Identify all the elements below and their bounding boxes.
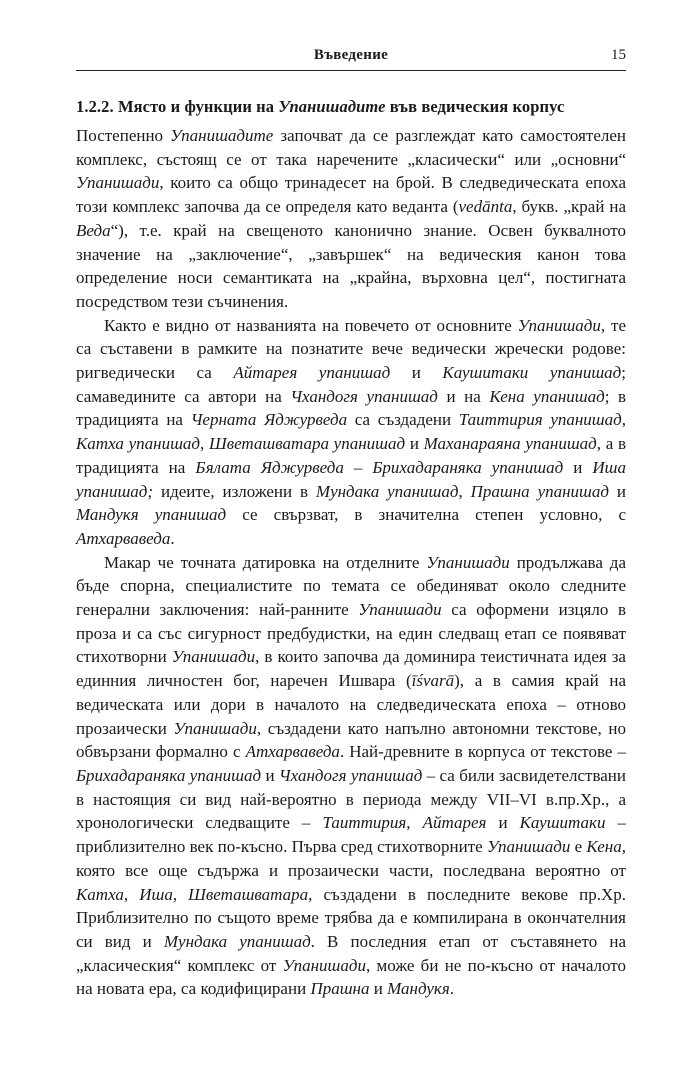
text-run: . bbox=[449, 979, 454, 999]
text-run: ; в традицията на bbox=[76, 386, 627, 430]
italic-text-run: Упанишади bbox=[76, 173, 160, 193]
italic-text-run: Чхандогя упанишад bbox=[290, 386, 438, 406]
text-run: , в които започва да доминира теистичната идея за единния личностен бог, наречен Ишвара ( bbox=[76, 647, 626, 691]
section-heading bbox=[76, 96, 626, 118]
text-run: , bbox=[200, 434, 209, 454]
text-run: – приблизително век по-късно. Първа сред стихотворните bbox=[76, 813, 627, 857]
text-run: Постепенно bbox=[76, 126, 171, 145]
text-run: “), т.е. край на свещеното канонично знание. Освен буквалното значение на „заключение“, „завършек“ на ведическия канон това определение носи семантиката на „крайна, върховна цел“, постигната посредством тези съчинения. bbox=[76, 220, 626, 311]
italic-text-run: Прашна упанишад bbox=[470, 481, 609, 501]
text-run: са оформени изцяло в проза и са със сигурност предбудистки, на един следващ етап се появяват стихотворни bbox=[76, 600, 627, 667]
page-number: 15 bbox=[611, 47, 626, 63]
text-run: Както е видно от названията на повечето от основните bbox=[104, 315, 518, 335]
italic-text-run: Упанишади bbox=[426, 552, 510, 572]
italic-text-run: Атхарваведа bbox=[245, 742, 340, 762]
italic-text-run: Каушитаки упанишад bbox=[442, 363, 622, 383]
text-run: се свързват, в значителна степен условно, с bbox=[226, 505, 626, 525]
italic-text-run: Прашна bbox=[310, 979, 370, 999]
italic-text-run: Упанишади bbox=[282, 955, 366, 975]
italic-text-run: Атхарваведа bbox=[76, 528, 171, 548]
text-run: ; самаведините са автори на bbox=[76, 363, 627, 406]
italic-text-run: Катха bbox=[76, 884, 124, 904]
paragraph-1 bbox=[76, 124, 626, 314]
text-run: , bbox=[458, 481, 471, 501]
section-heading-italic: Упанишадите bbox=[278, 97, 386, 116]
text-run: и на bbox=[437, 386, 490, 406]
section-heading-number: 1.2.2. Място и функции на bbox=[76, 97, 279, 116]
text-run: е bbox=[570, 837, 587, 857]
text-run: . bbox=[170, 528, 175, 548]
italic-text-run: vedānta bbox=[458, 197, 513, 217]
text-run: . В последния етап от съставянето на „класическия“ комплекс от bbox=[76, 931, 627, 975]
text-run: . Най-древните в корпуса от текстове – bbox=[339, 742, 626, 762]
italic-text-run: Кена bbox=[586, 837, 622, 857]
italic-text-run: Упанишади bbox=[486, 837, 571, 857]
italic-text-run: Катха упанишад bbox=[76, 434, 201, 454]
italic-text-run: Иша bbox=[139, 884, 173, 904]
text-run: ), а в самия край на ведическата или дори в началото на следведическата епоха – отново прозаически bbox=[76, 671, 626, 738]
italic-text-run: Упанишади bbox=[517, 315, 601, 335]
text-run: и bbox=[369, 979, 388, 999]
text-run: , а в традицията на bbox=[76, 434, 626, 477]
text-run: идеите, изложени в bbox=[153, 481, 316, 501]
text-run: , създадени в последните векове пр.Хр. Приблизително по същото време трябва да е компилирана в окончателния си вид и bbox=[76, 884, 627, 951]
running-header bbox=[76, 44, 626, 71]
paragraph-2 bbox=[76, 314, 626, 551]
text-run: , те са съставени в рамките на познатите вече ведически жречески родове: ригведически са bbox=[76, 315, 626, 383]
text-run: , създадени като напълно автономни текстове, но обвързани формално с bbox=[76, 718, 626, 762]
italic-text-run: Веда bbox=[76, 220, 111, 240]
italic-text-run: Упанишади bbox=[358, 600, 442, 620]
text-run: и bbox=[405, 434, 424, 454]
text-run: са създадени bbox=[347, 410, 459, 430]
italic-text-run: Иша упанишад; bbox=[76, 457, 626, 501]
text-run: започват да се разглеждат като самостоятелен комплекс, състоящ се от така наречените „класически“ или „основни“ bbox=[76, 126, 627, 169]
italic-text-run: Маханараяна упанишад bbox=[423, 434, 597, 454]
paragraph-3 bbox=[76, 551, 626, 1001]
page-body bbox=[76, 96, 626, 1001]
italic-text-run: Чхандогя упанишад bbox=[278, 765, 423, 785]
text-run: продължава да бъде спорна, специалистите по темата се обединяват около следните генерални заключения: най-ранните bbox=[76, 552, 626, 620]
section-heading-rest: във ведическия корпус bbox=[385, 97, 565, 116]
italic-text-run: Кена упанишад bbox=[489, 386, 605, 406]
italic-text-run: Айтарея упанишад bbox=[233, 363, 391, 383]
italic-text-run: īśvarā bbox=[411, 671, 455, 691]
italic-text-run: Мундака упанишад bbox=[163, 931, 311, 951]
text-run: Макар че точната датировка на отделните bbox=[104, 552, 427, 572]
italic-text-run: Упанишади bbox=[171, 647, 256, 667]
text-run: и bbox=[261, 765, 279, 785]
italic-text-run: Бялата Яджурведа – Брихадараняка упанишад bbox=[195, 457, 564, 477]
text-run: , bbox=[621, 410, 626, 430]
text-run: , букв. „край на bbox=[512, 197, 626, 217]
text-run: , може би не по-късно от началото на новата ера, са кодифицирани bbox=[76, 955, 626, 999]
italic-text-run: Шветашватара bbox=[188, 884, 309, 904]
italic-text-run: Мандукя bbox=[387, 979, 450, 999]
text-run: и bbox=[486, 813, 520, 833]
italic-text-run: Таиттирия упанишад bbox=[458, 410, 622, 430]
text-run: , bbox=[123, 884, 140, 904]
italic-text-run: Упанишадите bbox=[170, 126, 274, 145]
italic-text-run: Черната Яджурведа bbox=[190, 410, 348, 430]
text-run: , bbox=[172, 884, 189, 904]
italic-text-run: Упанишади bbox=[173, 718, 257, 738]
text-run: и bbox=[609, 481, 626, 501]
text-run: – са били засвидетелствани в настоящия си вид най-вероятно в периода между VII–VI в.пр.Хр., а хронологически следващите – bbox=[76, 765, 626, 833]
italic-text-run: Мундака упанишад bbox=[315, 481, 459, 501]
italic-text-run: Брихадараняка упанишад bbox=[76, 765, 262, 785]
italic-text-run: Каушитаки bbox=[519, 813, 606, 833]
text-run: , bbox=[406, 813, 423, 833]
italic-text-run: Мандукя упанишад bbox=[76, 505, 227, 525]
text-run: , които са общо тринадесет на брой. В следведическата епоха този комплекс започва да се определя като веданта ( bbox=[76, 173, 626, 217]
running-title: Въведение bbox=[313, 47, 389, 63]
text-run: , която все още съдържа и прозаически части, последвана вероятно от bbox=[76, 837, 626, 880]
italic-text-run: Айтарея bbox=[422, 813, 487, 833]
italic-text-run: Шветашватара упанишад bbox=[208, 434, 406, 454]
text-run: и bbox=[563, 457, 593, 477]
italic-text-run: Таиттирия bbox=[322, 813, 407, 833]
text-run: и bbox=[390, 363, 443, 383]
